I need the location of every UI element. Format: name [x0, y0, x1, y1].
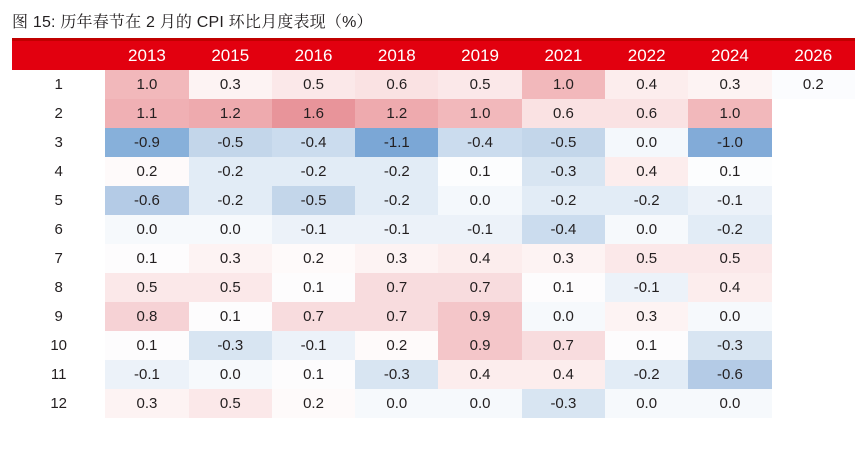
cell-2018-m7: 0.3: [355, 244, 438, 273]
cell-2015-m9: 0.1: [189, 302, 272, 331]
cell-2016-m1: 0.5: [272, 70, 355, 99]
cell-2015-m11: 0.0: [189, 360, 272, 389]
cell-2018-m2: 1.2: [355, 99, 438, 128]
cell-2015-m1: 0.3: [189, 70, 272, 99]
table-row: [12, 273, 855, 302]
cell-2026-m5: [772, 186, 855, 215]
cell-2013-m8: 0.5: [105, 273, 188, 302]
cell-2019-m7: 0.4: [438, 244, 521, 273]
column-header-2026: 2026: [772, 41, 855, 70]
cell-2013-m7: 0.1: [105, 244, 188, 273]
cell-2016-m12: 0.2: [272, 389, 355, 418]
cell-2018-m10: 0.2: [355, 331, 438, 360]
cell-2019-m8: 0.7: [438, 273, 521, 302]
row-header-month-7: 7: [12, 244, 105, 273]
cell-2018-m11: -0.3: [355, 360, 438, 389]
cell-2026-m4: [772, 157, 855, 186]
cell-2015-m4: -0.2: [189, 157, 272, 186]
column-header-2013: 2013: [105, 41, 188, 70]
table-row: [12, 331, 855, 360]
cell-2024-m11: -0.6: [688, 360, 771, 389]
cell-2016-m8: 0.1: [272, 273, 355, 302]
cell-2026-m9: [772, 302, 855, 331]
cell-2019-m4: 0.1: [438, 157, 521, 186]
cell-2022-m11: -0.2: [605, 360, 688, 389]
row-header-month-5: 5: [12, 186, 105, 215]
column-header-2016: 2016: [272, 41, 355, 70]
cell-2019-m1: 0.5: [438, 70, 521, 99]
table-row: [12, 186, 855, 215]
row-header-month-10: 10: [12, 331, 105, 360]
cell-2018-m8: 0.7: [355, 273, 438, 302]
cell-2022-m12: 0.0: [605, 389, 688, 418]
cell-2013-m2: 1.1: [105, 99, 188, 128]
row-header-month-1: 1: [12, 70, 105, 99]
cell-2021-m1: 1.0: [522, 70, 605, 99]
cell-2018-m4: -0.2: [355, 157, 438, 186]
cell-2026-m1: 0.2: [772, 70, 855, 99]
cell-2013-m6: 0.0: [105, 215, 188, 244]
table-row: [12, 302, 855, 331]
cell-2026-m11: [772, 360, 855, 389]
cell-2022-m10: 0.1: [605, 331, 688, 360]
cell-2013-m3: -0.9: [105, 128, 188, 157]
cell-2024-m6: -0.2: [688, 215, 771, 244]
cell-2022-m9: 0.3: [605, 302, 688, 331]
row-header-month-2: 2: [12, 99, 105, 128]
header-row: [12, 41, 855, 70]
cell-2024-m12: 0.0: [688, 389, 771, 418]
table-row: [12, 360, 855, 389]
cell-2026-m8: [772, 273, 855, 302]
cell-2013-m12: 0.3: [105, 389, 188, 418]
cell-2016-m4: -0.2: [272, 157, 355, 186]
column-header-2015: 2015: [189, 41, 272, 70]
cell-2013-m11: -0.1: [105, 360, 188, 389]
row-header-month-11: 11: [12, 360, 105, 389]
column-header-2019: 2019: [438, 41, 521, 70]
cell-2021-m6: -0.4: [522, 215, 605, 244]
cell-2022-m4: 0.4: [605, 157, 688, 186]
cell-2015-m7: 0.3: [189, 244, 272, 273]
cell-2016-m5: -0.5: [272, 186, 355, 215]
cell-2021-m3: -0.5: [522, 128, 605, 157]
cell-2024-m2: 1.0: [688, 99, 771, 128]
row-header-month-9: 9: [12, 302, 105, 331]
cell-2024-m7: 0.5: [688, 244, 771, 273]
table-row: [12, 244, 855, 273]
cell-2024-m9: 0.0: [688, 302, 771, 331]
cell-2015-m10: -0.3: [189, 331, 272, 360]
cell-2022-m6: 0.0: [605, 215, 688, 244]
cell-2018-m9: 0.7: [355, 302, 438, 331]
cell-2026-m2: [772, 99, 855, 128]
cell-2019-m5: 0.0: [438, 186, 521, 215]
cell-2022-m5: -0.2: [605, 186, 688, 215]
cell-2026-m10: [772, 331, 855, 360]
column-header-2022: 2022: [605, 41, 688, 70]
cell-2019-m6: -0.1: [438, 215, 521, 244]
table-row: [12, 157, 855, 186]
cell-2018-m12: 0.0: [355, 389, 438, 418]
cell-2015-m12: 0.5: [189, 389, 272, 418]
cell-2015-m2: 1.2: [189, 99, 272, 128]
cell-2019-m11: 0.4: [438, 360, 521, 389]
cell-2021-m4: -0.3: [522, 157, 605, 186]
cell-2019-m10: 0.9: [438, 331, 521, 360]
cell-2015-m5: -0.2: [189, 186, 272, 215]
cell-2024-m4: 0.1: [688, 157, 771, 186]
cell-2013-m1: 1.0: [105, 70, 188, 99]
cell-2021-m10: 0.7: [522, 331, 605, 360]
cpi-heatmap-table: [12, 41, 855, 418]
chart-caption: 图 15: 历年春节在 2 月的 CPI 环比月度表现（%）: [12, 14, 373, 31]
cell-2022-m1: 0.4: [605, 70, 688, 99]
cell-2022-m3: 0.0: [605, 128, 688, 157]
cell-2013-m9: 0.8: [105, 302, 188, 331]
cell-2015-m3: -0.5: [189, 128, 272, 157]
cell-2021-m9: 0.0: [522, 302, 605, 331]
cell-2022-m2: 0.6: [605, 99, 688, 128]
cell-2015-m6: 0.0: [189, 215, 272, 244]
cell-2026-m6: [772, 215, 855, 244]
cell-2018-m3: -1.1: [355, 128, 438, 157]
column-header-2021: 2021: [522, 41, 605, 70]
table-body: [12, 70, 855, 418]
cell-2021-m8: 0.1: [522, 273, 605, 302]
column-header-2018: 2018: [355, 41, 438, 70]
cell-2022-m7: 0.5: [605, 244, 688, 273]
cell-2024-m3: -1.0: [688, 128, 771, 157]
row-header-month-6: 6: [12, 215, 105, 244]
table-row: [12, 215, 855, 244]
row-header-month-4: 4: [12, 157, 105, 186]
cell-2016-m6: -0.1: [272, 215, 355, 244]
cell-2016-m9: 0.7: [272, 302, 355, 331]
cell-2016-m3: -0.4: [272, 128, 355, 157]
header-corner: [12, 41, 105, 70]
cell-2018-m6: -0.1: [355, 215, 438, 244]
cell-2013-m4: 0.2: [105, 157, 188, 186]
cell-2016-m11: 0.1: [272, 360, 355, 389]
cell-2026-m3: [772, 128, 855, 157]
cell-2024-m10: -0.3: [688, 331, 771, 360]
cell-2021-m12: -0.3: [522, 389, 605, 418]
cell-2021-m11: 0.4: [522, 360, 605, 389]
cell-2026-m7: [772, 244, 855, 273]
cell-2019-m2: 1.0: [438, 99, 521, 128]
row-header-month-8: 8: [12, 273, 105, 302]
cell-2019-m3: -0.4: [438, 128, 521, 157]
table-header: [12, 41, 855, 70]
cell-2024-m5: -0.1: [688, 186, 771, 215]
cell-2019-m12: 0.0: [438, 389, 521, 418]
table-row: [12, 70, 855, 99]
cell-2021-m5: -0.2: [522, 186, 605, 215]
cell-2019-m9: 0.9: [438, 302, 521, 331]
table-row: [12, 389, 855, 418]
cell-2016-m7: 0.2: [272, 244, 355, 273]
cell-2021-m2: 0.6: [522, 99, 605, 128]
cell-2013-m5: -0.6: [105, 186, 188, 215]
cell-2022-m8: -0.1: [605, 273, 688, 302]
column-header-2024: 2024: [688, 41, 771, 70]
cell-2026-m12: [772, 389, 855, 418]
cell-2013-m10: 0.1: [105, 331, 188, 360]
row-header-month-12: 12: [12, 389, 105, 418]
cell-2016-m10: -0.1: [272, 331, 355, 360]
table-row: [12, 128, 855, 157]
cell-2021-m7: 0.3: [522, 244, 605, 273]
cell-2018-m5: -0.2: [355, 186, 438, 215]
table-row: [12, 99, 855, 128]
cell-2015-m8: 0.5: [189, 273, 272, 302]
cell-2018-m1: 0.6: [355, 70, 438, 99]
cell-2024-m8: 0.4: [688, 273, 771, 302]
cell-2016-m2: 1.6: [272, 99, 355, 128]
cell-2024-m1: 0.3: [688, 70, 771, 99]
row-header-month-3: 3: [12, 128, 105, 157]
